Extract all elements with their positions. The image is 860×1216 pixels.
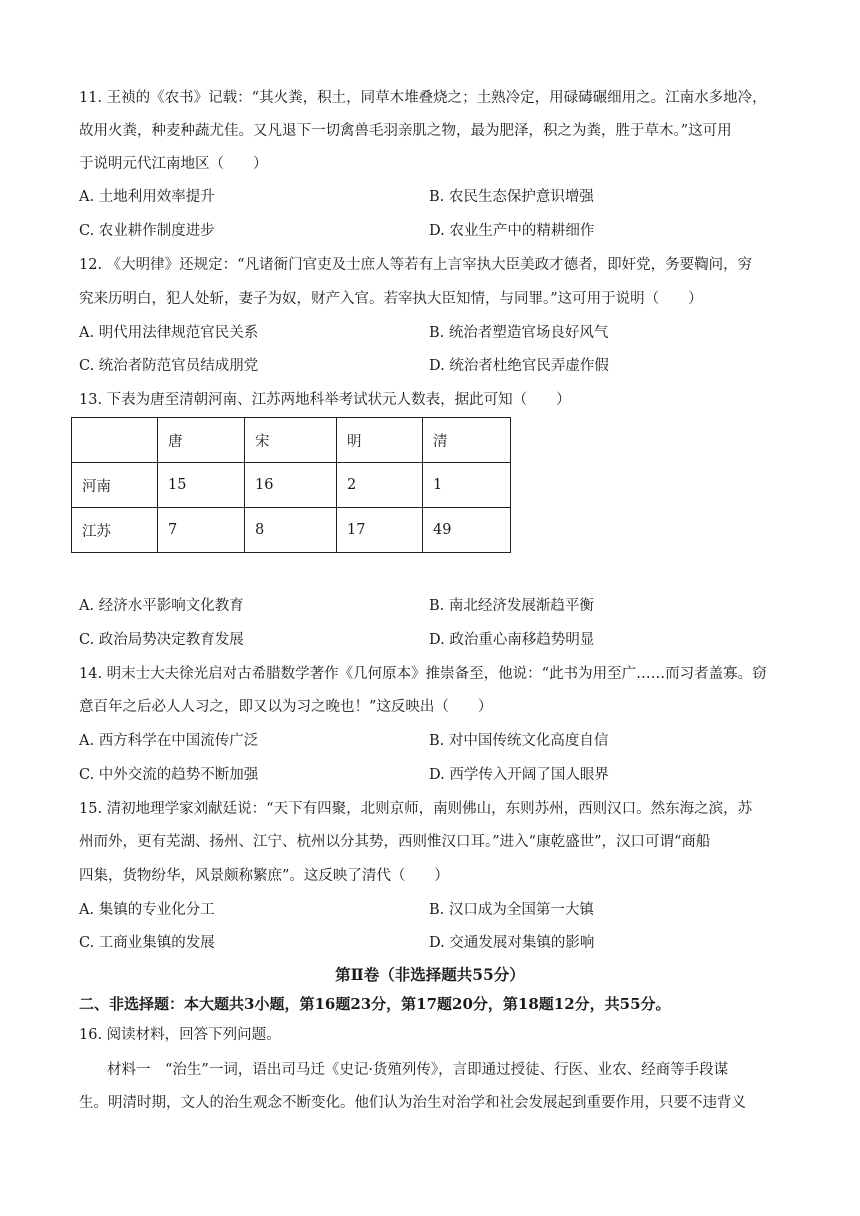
table-cell: 河南 [72,463,158,508]
q11-stem-line-2: 故用火粪，种麦种蔬尤佳。又凡退下一切禽兽毛羽亲肌之物，最为肥泽，积之为粪，胜于草木。”这可用 [79,123,732,139]
q11-stem-line-3: 于说明元代江南地区（ ） [79,156,268,172]
q16-stem-line-1: 16. 阅读材料，回答下列问题。 [79,1027,281,1043]
q12-option-c[interactable]: C. 统治者防范官员结成朋党 [79,358,259,374]
q13-option-d[interactable]: D. 政治重心南移趋势明显 [429,632,595,648]
table-cell: 8 [245,508,337,553]
table-cell: 2 [337,463,423,508]
q15-option-b[interactable]: B. 汉口成为全国第一大镇 [429,902,594,918]
q15-stem-line-2: 州而外，更有芜湖、扬州、江宁、杭州以分其势，西则惟汉口耳。”进入“康乾盛世”，汉口可谓“商船 [79,834,711,850]
part-2-instructions: 二、非选择题：本大题共3小题，第16题23分，第17题20分，第18题12分，共55分。 [79,995,671,1013]
q14-option-d[interactable]: D. 西学传入开阔了国人眼界 [429,767,609,783]
table-cell: 17 [337,508,423,553]
table-cell: 49 [423,508,511,553]
q11-stem-line-1: 11. 王祯的《农书》记载：“其火粪，积土，同草木堆叠烧之；土熟冷定，用碌碡碾细用之。江南水多地冷， [79,90,767,106]
table-header-cell: 宋 [245,418,337,463]
q14-stem-line-1: 14. 明末士大夫徐光启对古希腊数学著作《几何原本》推崇备至，他说：“此书为用至广……而习者盖寡。窃 [79,666,767,682]
q14-stem-line-2: 意百年之后必人人习之，即又以为习之晚也！”这反映出（ ） [79,699,493,715]
table-header-cell [72,418,158,463]
table-cell: 15 [158,463,245,508]
q15-option-a[interactable]: A. 集镇的专业化分工 [79,902,215,918]
table-cell: 16 [245,463,337,508]
q12-stem-line-1: 12. 《大明律》还规定：“凡诸衙门官吏及士庶人等若有上言宰执大臣美政才德者，即奸党，务要鞫问，穷 [79,257,753,273]
q14-option-c[interactable]: C. 中外交流的趋势不断加强 [79,767,259,783]
table-header-row [72,418,511,463]
q14-option-a[interactable]: A. 西方科学在中国流传广泛 [79,733,259,749]
q13-stem-line-1: 13. 下表为唐至清朝河南、江苏两地科举考试状元人数表，据此可知（ ） [79,392,571,408]
table-row [72,508,511,553]
q12-option-b[interactable]: B. 统治者塑造官场良好风气 [429,325,609,341]
q13-option-c[interactable]: C. 政治局势决定教育发展 [79,632,244,648]
q13-option-a[interactable]: A. 经济水平影响文化教育 [79,598,244,614]
table-row [72,463,511,508]
table-header-cell: 唐 [158,418,245,463]
q14-option-b[interactable]: B. 对中国传统文化高度自信 [429,733,609,749]
q11-option-a[interactable]: A. 土地利用效率提升 [79,189,215,205]
table-header-cell: 清 [423,418,511,463]
q11-option-d[interactable]: D. 农业生产中的精耕细作 [429,223,595,239]
q16-material-line-1: 材料一 “治生”一词，语出司马迁《史记·货殖列传》，言即通过授徒、行医、业农、经商等手段谋 [107,1062,729,1078]
table-cell: 7 [158,508,245,553]
q11-option-b[interactable]: B. 农民生态保护意识增强 [429,189,594,205]
q12-stem-line-2: 究来历明白，犯人处斩，妻子为奴，财产入官。若宰执大臣知情，与同罪。”这可用于说明（ ） [79,291,703,307]
q11-option-c[interactable]: C. 农业耕作制度进步 [79,223,215,239]
table-header-cell: 明 [337,418,423,463]
table-cell: 江苏 [72,508,158,553]
table-cell: 1 [423,463,511,508]
q12-option-d[interactable]: D. 统治者杜绝官民弄虚作假 [429,358,609,374]
q12-option-a[interactable]: A. 明代用法律规范官民关系 [79,325,259,341]
q15-stem-line-3: 四集，货物纷华，风景颇称繁庶”。这反映了清代（ ） [79,868,449,884]
q15-option-d[interactable]: D. 交通发展对集镇的影响 [429,935,595,951]
zhuangyuan-count-table [71,417,511,553]
q15-stem-line-1: 15. 清初地理学家刘献廷说：“天下有四聚，北则京师，南则佛山，东则苏州，西则汉口。然东海之滨，苏 [79,801,753,817]
q16-material-line-2: 生。明清时期，文人的治生观念不断变化。他们认为治生对治学和社会发展起到重要作用，只要不违背义 [79,1095,746,1111]
section-2-title: 第Ⅱ卷（非选择题共55分） [335,965,525,984]
q13-option-b[interactable]: B. 南北经济发展渐趋平衡 [429,598,594,614]
q15-option-c[interactable]: C. 工商业集镇的发展 [79,935,215,951]
